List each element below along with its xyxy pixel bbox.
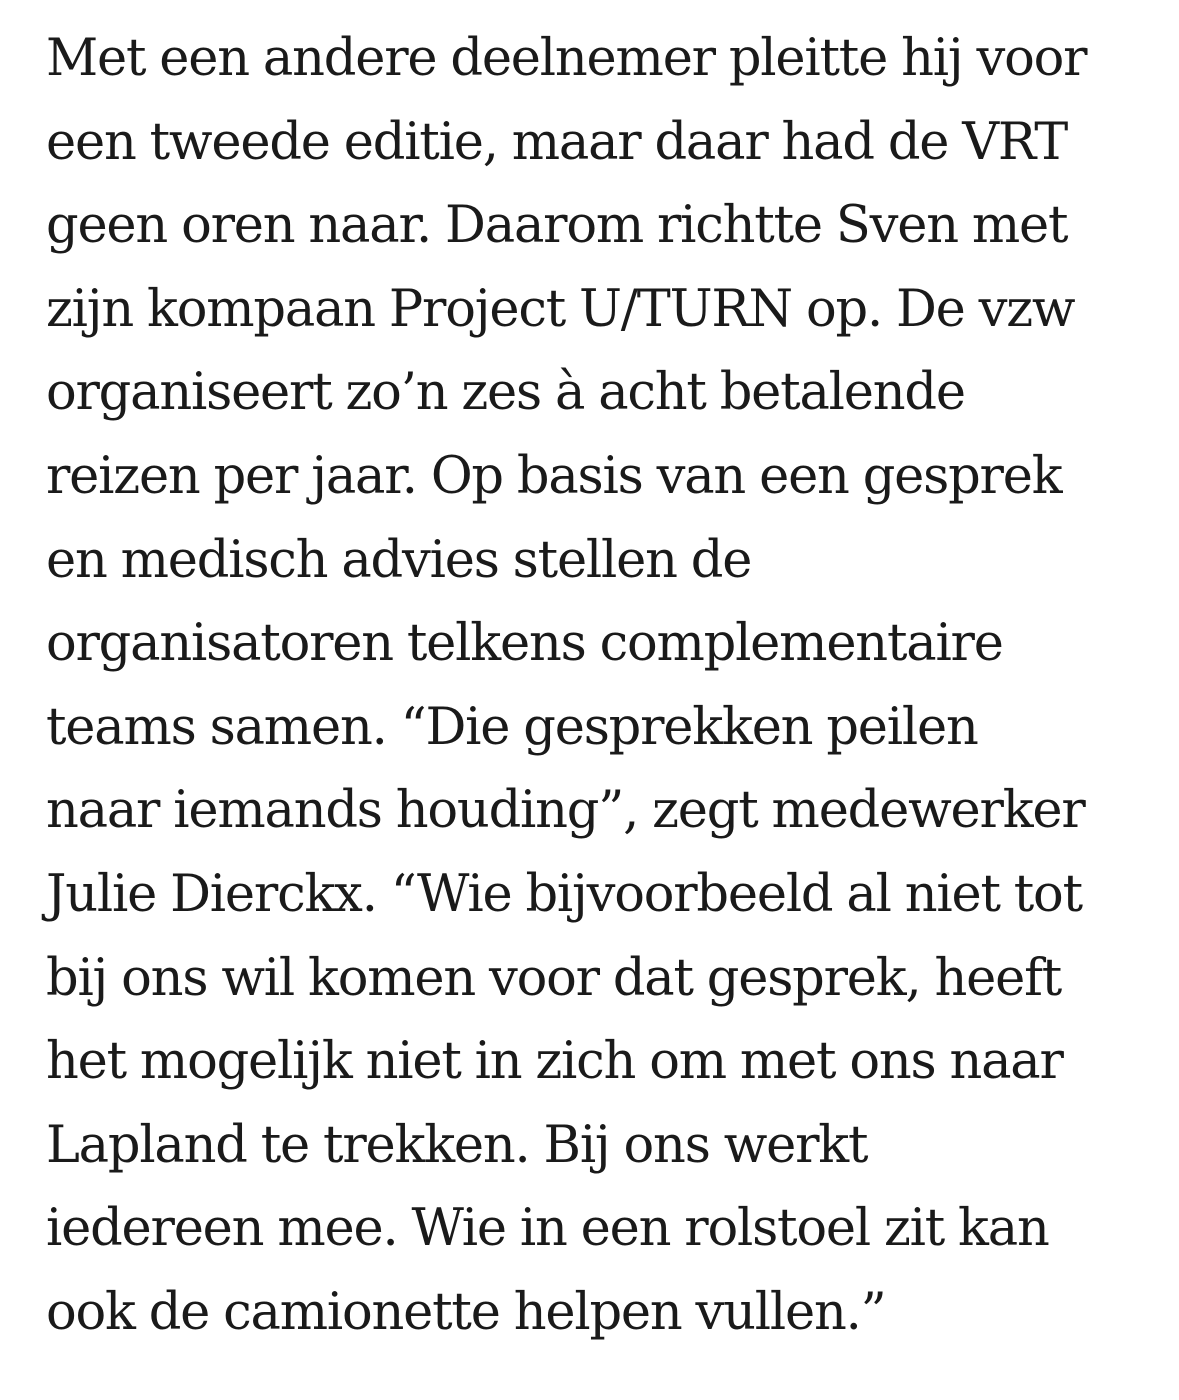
paragraph-line: zijn kompaan Project U/TURN op. De vzw xyxy=(46,279,1075,339)
paragraph-line: geen oren naar. Daarom richtte Sven met xyxy=(46,196,1068,256)
paragraph-line: reizen per jaar. Op basis van een gesprek xyxy=(46,446,1062,506)
paragraph-line: organiseert zo’n zes à acht betalende xyxy=(46,363,965,423)
paragraph-line: het mogelijk niet in zich om met ons naar xyxy=(46,1032,1063,1092)
paragraph-line: een tweede editie, maar daar had de VRT xyxy=(46,112,1068,172)
paragraph-line: ook de camionette helpen vullen.” xyxy=(46,1282,886,1342)
paragraph-line: Lapland te trekken. Bij ons werkt xyxy=(46,1115,868,1175)
article-paragraph xyxy=(46,17,1156,1355)
paragraph-line: organisatoren telkens complementaire xyxy=(46,614,1003,674)
paragraph-line: Julie Dierckx. “Wie bijvoorbeeld al niet tot xyxy=(46,864,1082,924)
paragraph-line: iedereen mee. Wie in een rolstoel zit kan xyxy=(46,1199,1049,1259)
paragraph-line: Met een andere deelnemer pleitte hij voor xyxy=(46,29,1087,88)
paragraph-line: teams samen. “Die gesprekken peilen xyxy=(46,697,978,757)
paragraph-line: en medisch advies stellen de xyxy=(46,530,752,590)
paragraph-line: bij ons wil komen voor dat gesprek, heeft xyxy=(46,948,1062,1008)
paragraph-line: naar iemands houding”, zegt medewerker xyxy=(46,781,1085,841)
